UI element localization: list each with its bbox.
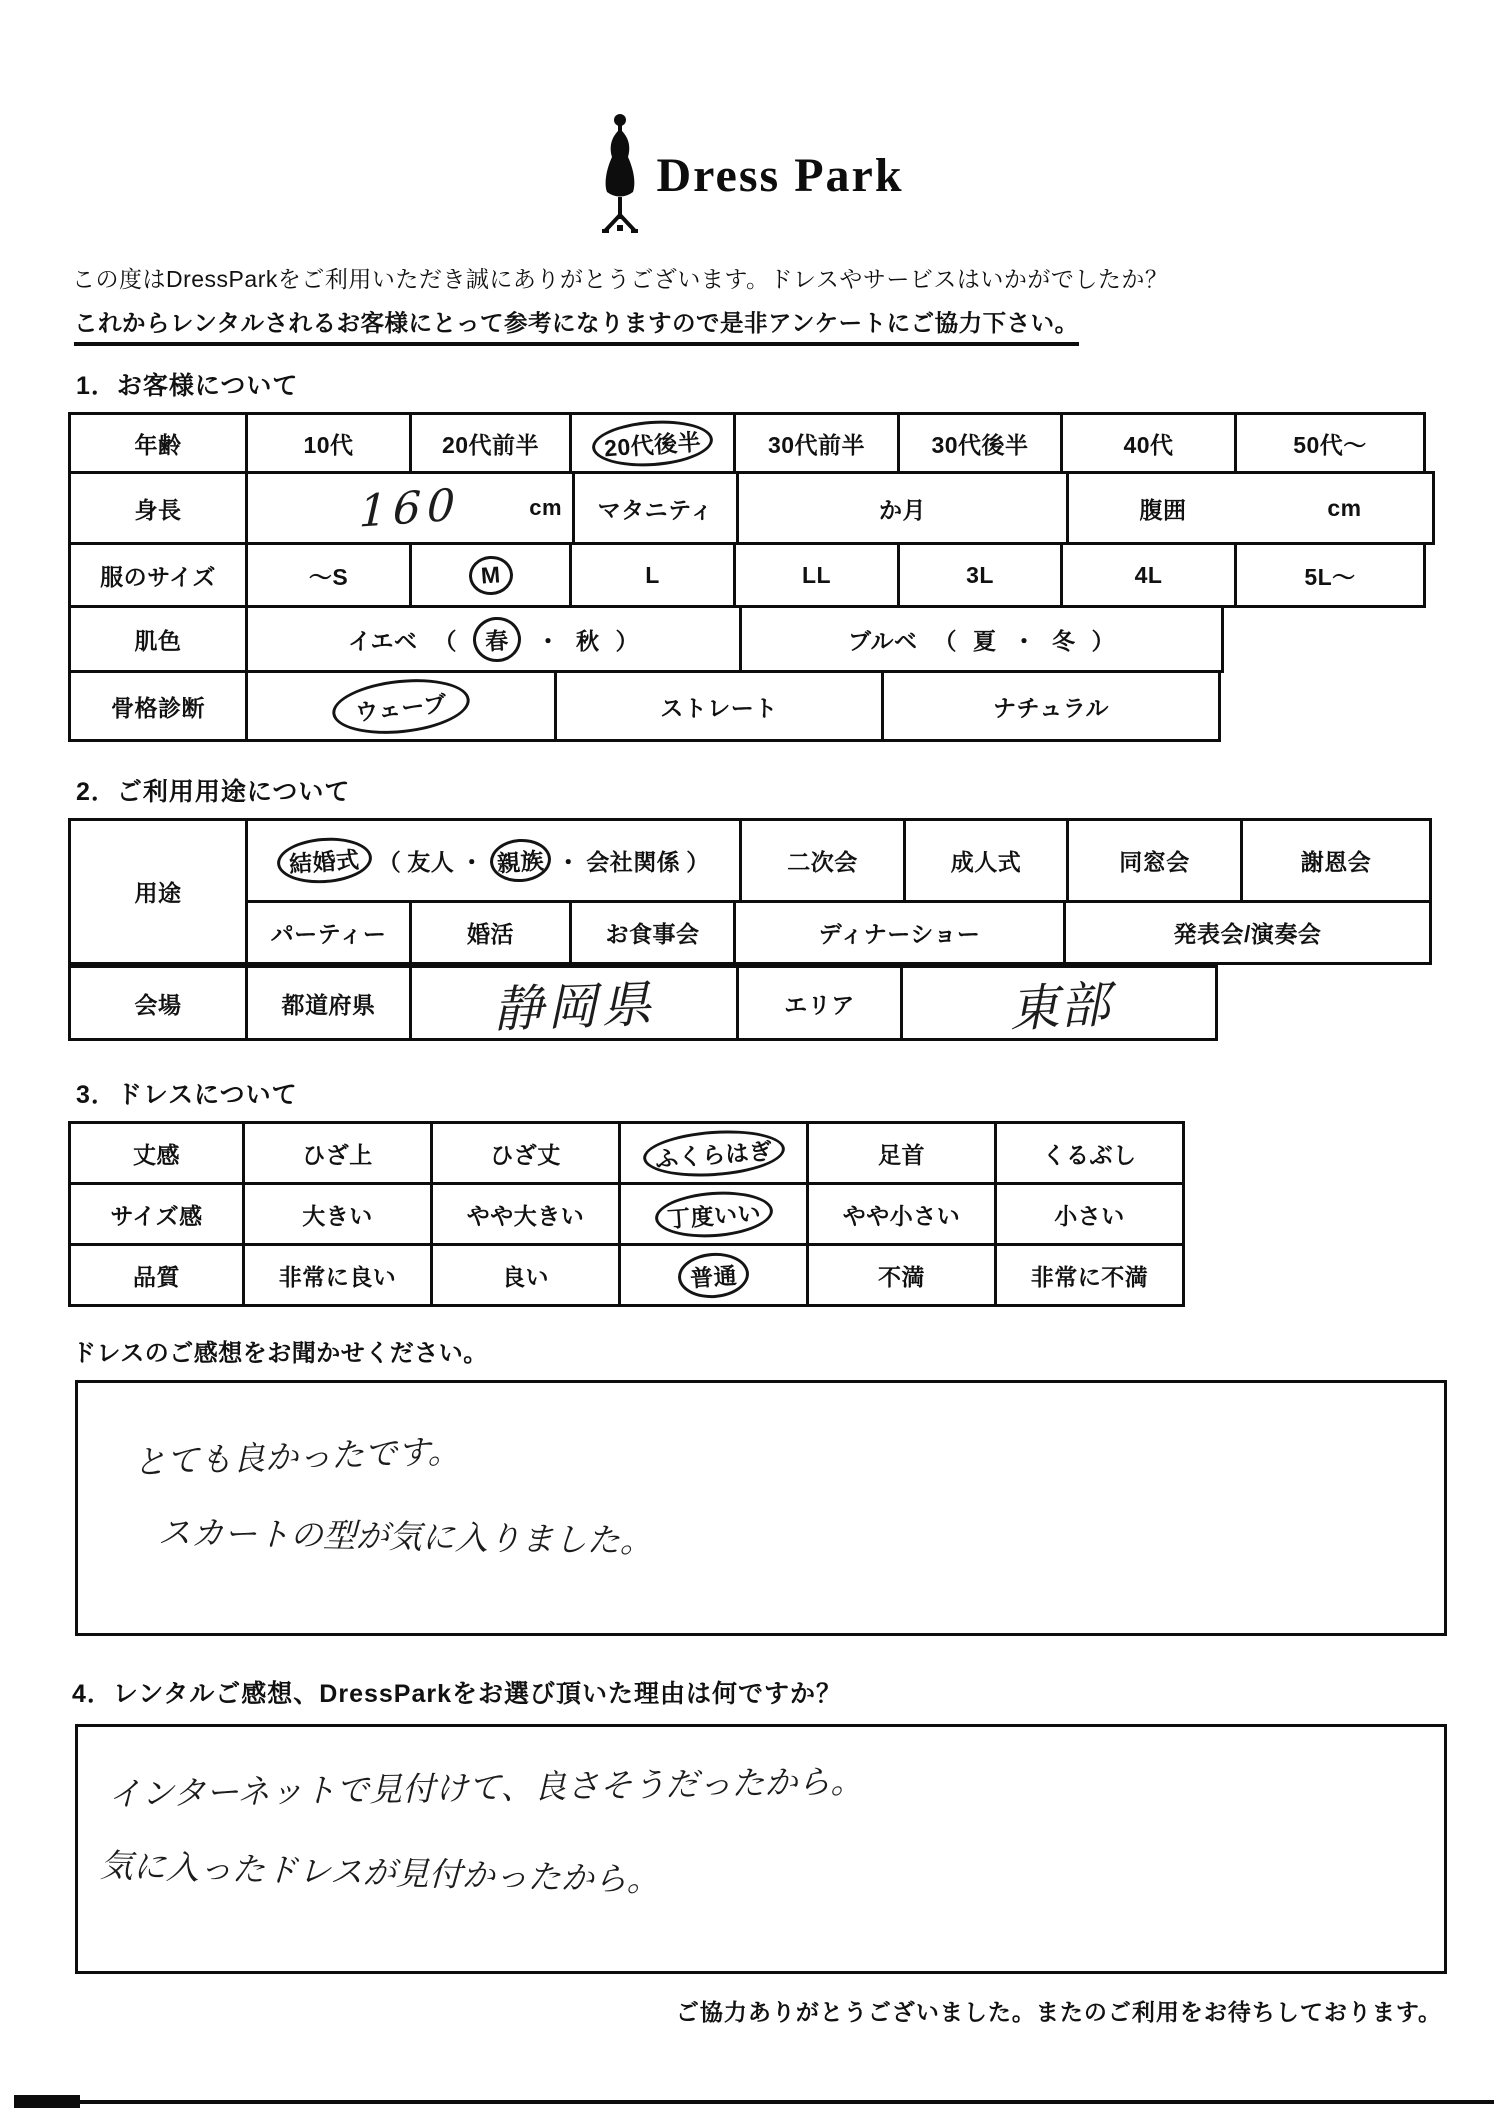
paren: ） (686, 849, 710, 875)
fit-option-small: 小さい (994, 1182, 1185, 1246)
skin-label: 肌色 (68, 605, 248, 673)
quality-option-very-good: 非常に良い (242, 1243, 433, 1307)
waist-cell (1066, 471, 1435, 545)
dress-form-icon (596, 112, 644, 239)
skin-cool-name: ブルベ (847, 627, 918, 654)
wedding-cell (245, 818, 742, 903)
skin-cool-summer: 夏 (973, 627, 997, 654)
dress-feedback-line-2: スカートの型が気に入りました。 (157, 1512, 654, 1561)
rental-reason-line-1: インターネットで見付けて、良さそうだったから。 (107, 1761, 864, 1814)
dress-feedback-box (75, 1380, 1447, 1636)
height-handwritten-value: 160 (358, 478, 462, 538)
circle-mark: 20代後半 (591, 416, 715, 469)
usage-option-konkatsu: 婚活 (409, 900, 572, 965)
skin-cool-cell (739, 605, 1224, 673)
frame-option-natural: ナチュラル (881, 670, 1221, 742)
height-label: 身長 (68, 471, 248, 545)
frame-option-straight: ストレート (554, 670, 884, 742)
usage-option-dinner-show: ディナーショー (733, 900, 1066, 965)
age-label: 年齢 (68, 412, 248, 474)
fit-row (68, 1182, 1500, 1246)
usage-option-afterparty: 二次会 (739, 818, 906, 903)
usage-row-1 (245, 818, 1432, 903)
circle-mark: 親族 (488, 837, 552, 884)
paren: （ (933, 627, 958, 654)
height-value-cell (245, 471, 575, 545)
area-value-cell (900, 965, 1218, 1041)
skin-warm-autumn: 秋 (576, 627, 600, 654)
quality-option-average (618, 1243, 809, 1307)
skin-warm-name: イエベ (347, 627, 418, 654)
dress-feedback-prompt: ドレスのご感想をお聞かせください。 (72, 1340, 488, 1367)
length-option-anklebone: くるぶし (994, 1121, 1185, 1185)
height-row (68, 471, 1500, 545)
scan-artifact-blob (14, 2095, 80, 2108)
intro-line-2: これからレンタルされるお客様にとって参考になりますので是非アンケートにご協力下さい。 (74, 304, 1079, 346)
age-option-40s: 40代 (1060, 412, 1237, 474)
skin-warm-cell (245, 605, 742, 673)
frame-label: 骨格診断 (68, 670, 248, 742)
age-option-10s: 10代 (245, 412, 412, 474)
length-label: 丈感 (68, 1121, 245, 1185)
size-option-s: ～S (245, 542, 412, 608)
rental-reason-box (75, 1724, 1447, 1974)
venue-label: 会場 (68, 965, 248, 1041)
usage-label: 用途 (68, 818, 248, 965)
age-option-late-20s (569, 412, 736, 474)
prefecture-value-cell (409, 965, 739, 1041)
skin-cool-winter: 冬 (1052, 627, 1076, 654)
paren: ） (615, 627, 640, 654)
circle-mark: M (467, 554, 513, 596)
scan-artifact-line (14, 2100, 1494, 2104)
quality-option-good: 良い (430, 1243, 621, 1307)
fit-option-large: 大きい (242, 1182, 433, 1246)
rental-reason-line-2: 気に入ったドレスが見付かったから。 (99, 1845, 661, 1900)
quality-row (68, 1243, 1500, 1307)
customer-info-table (68, 412, 1500, 742)
waist-unit: cm (1327, 494, 1362, 521)
age-option-50s: 50代～ (1234, 412, 1426, 474)
usage-option-coming-of-age: 成人式 (903, 818, 1069, 903)
separator-dot: ・ (536, 627, 561, 654)
age-row (68, 412, 1500, 474)
quality-label: 品質 (68, 1243, 245, 1307)
section-2-heading: 2．ご利用用途について (76, 778, 351, 806)
section-1-heading: 1．お客様について (76, 372, 299, 400)
usage-table (68, 818, 1500, 1041)
usage-option-thanks-party: 謝恩会 (1240, 818, 1432, 903)
dress-rating-table (68, 1121, 1500, 1307)
length-option-knee: ひざ丈 (430, 1121, 621, 1185)
circle-mark: ふくらはぎ (641, 1126, 785, 1181)
circle-mark: 結婚式 (276, 835, 373, 886)
dress-feedback-line-1: とても良かったです。 (132, 1431, 462, 1482)
size-option-3l: 3L (897, 542, 1063, 608)
length-row (68, 1121, 1500, 1185)
age-option-early-30s: 30代前半 (733, 412, 900, 474)
size-option-l: L (569, 542, 736, 608)
size-option-ll: LL (733, 542, 900, 608)
waist-label: 腹囲 (1139, 496, 1187, 523)
frame-option-wave (245, 670, 557, 742)
section-4-heading: 4．レンタルご感想、DressParkをお選び頂いた理由は何ですか？ (72, 1680, 842, 1708)
closing-thanks-text: ご協力ありがとうございました。またのご利用をお待ちしております。 (675, 1999, 1442, 2025)
usage-row-2 (245, 900, 1432, 965)
usage-option-reunion: 同窓会 (1066, 818, 1243, 903)
age-option-early-20s: 20代前半 (409, 412, 572, 474)
guest-friend: 友人 (407, 849, 455, 875)
intro-line-1: この度はDressParkをご利用いただき誠にありがとうございます。ドレスやサービスはいかがでしたか？ (72, 266, 1169, 292)
skin-tone-row (68, 605, 1500, 673)
area-label: エリア (736, 965, 903, 1041)
paren: ） (1091, 627, 1116, 654)
age-option-late-30s: 30代後半 (897, 412, 1063, 474)
length-option-ankle: 足首 (806, 1121, 997, 1185)
length-option-above-knee: ひざ上 (242, 1121, 433, 1185)
circle-mark: 春 (472, 615, 523, 663)
size-option-4l: 4L (1060, 542, 1237, 608)
paren: （ (433, 627, 458, 654)
fit-option-slightly-small: やや小さい (806, 1182, 997, 1246)
separator-dot: ・ (556, 849, 581, 875)
prefecture-label: 都道府県 (245, 965, 412, 1041)
area-handwritten-value: 東部 (1007, 975, 1112, 1039)
size-row (68, 542, 1500, 608)
brand-logo (0, 0, 1500, 239)
venue-row (68, 965, 1500, 1041)
usage-option-dinner: お食事会 (569, 900, 736, 965)
frame-row (68, 670, 1500, 742)
usage-option-recital: 発表会/演奏会 (1063, 900, 1432, 965)
fit-option-slightly-large: やや大きい (430, 1182, 621, 1246)
circle-mark: 普通 (677, 1250, 751, 1300)
paren: （ (377, 849, 402, 875)
circle-mark: 丁度いい (653, 1187, 774, 1240)
brand-name: Dress Park (656, 149, 904, 202)
maternity-months-cell: か月 (736, 471, 1069, 545)
size-option-5l: 5L～ (1234, 542, 1426, 608)
separator-dot: ・ (460, 849, 484, 875)
separator-dot: ・ (1012, 627, 1037, 654)
guest-company: 会社関係 (586, 849, 681, 875)
fit-option-just-right (618, 1182, 809, 1246)
height-unit: cm (529, 495, 562, 520)
usage-option-party: パーティー (245, 900, 412, 965)
size-label: 服のサイズ (68, 542, 248, 608)
maternity-label: マタニティ (572, 471, 739, 545)
section-3-heading: 3．ドレスについて (76, 1081, 298, 1109)
quality-option-very-unsatisfied: 非常に不満 (994, 1243, 1185, 1307)
circle-mark: ウェーブ (330, 672, 473, 739)
fit-label: サイズ感 (68, 1182, 245, 1246)
length-option-calf (618, 1121, 809, 1185)
quality-option-unsatisfied: 不満 (806, 1243, 997, 1307)
size-option-m (409, 542, 572, 608)
prefecture-handwritten-value: 静岡県 (492, 975, 657, 1039)
